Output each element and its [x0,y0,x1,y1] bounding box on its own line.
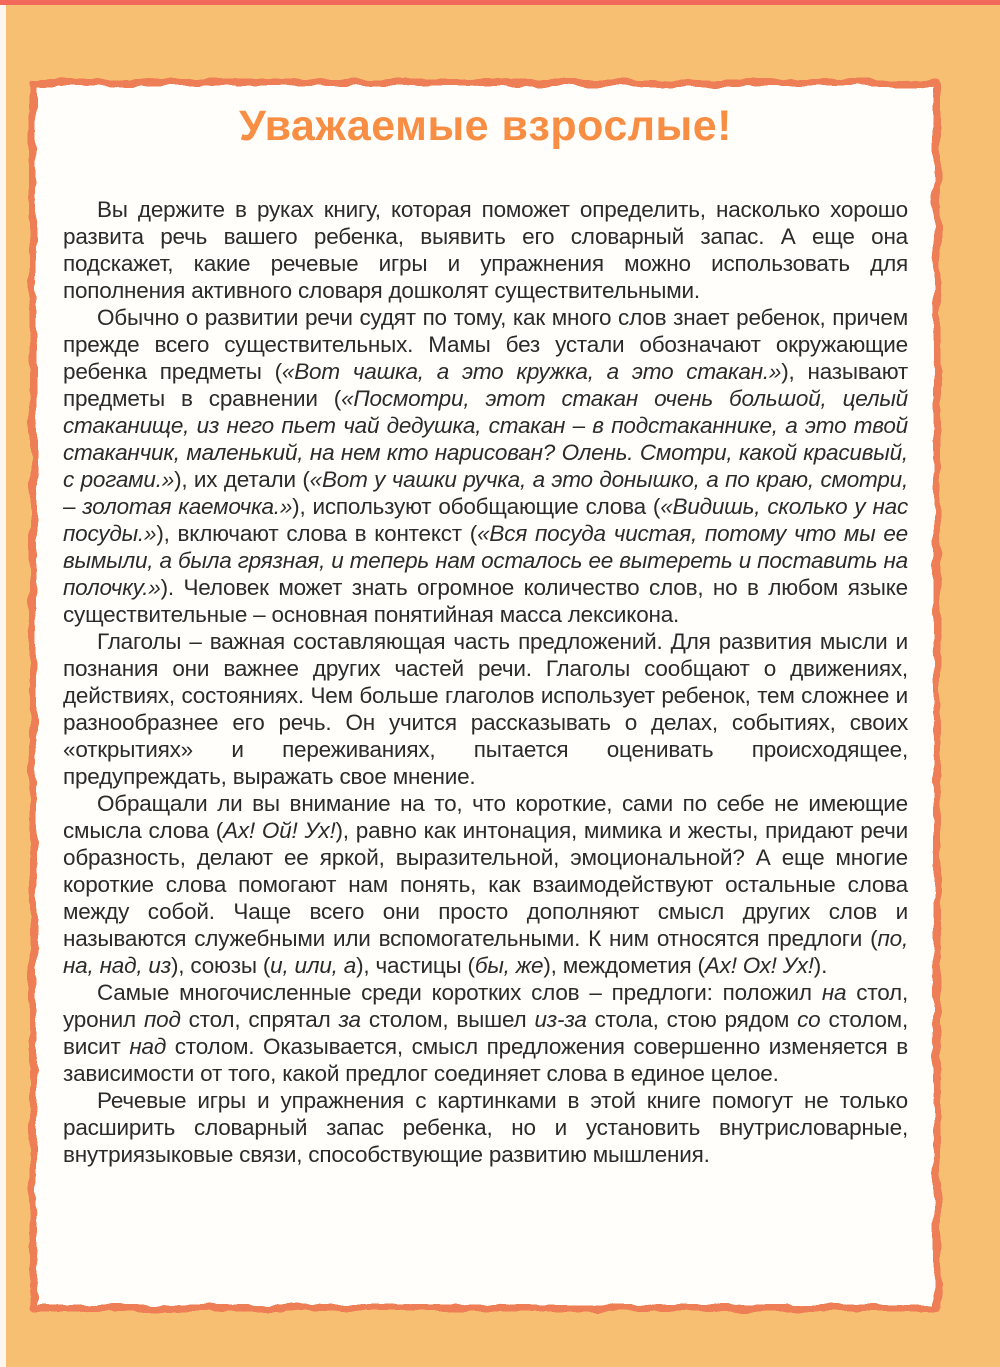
italic-quote: Ах! Ох! Ух! [704,953,814,978]
italic-quote: по, на, над, из [63,926,908,978]
text-segment: Речевые игры и упражнения с картинками в этой книге помогут не только расширить словарный запас ребенка, но и установить внутрисловарные, внутриязыковые связи, способствующие развитию мышления. [63,1088,908,1167]
page-left-edge [0,5,6,1367]
italic-quote: «Вся посуда чистая, потому что мы ее вымыли, а была грязная, и теперь нам осталось ее вытереть и поставить на полочку.» [63,521,908,600]
paragraph [63,979,908,1087]
italic-quote: над [129,1034,167,1059]
text-segment: ). [813,953,828,978]
text-segment: ), включают слова в контекст ( [156,521,478,546]
text-segment: ), междометия ( [543,953,705,978]
text-segment: Вы держите в руках книгу, которая поможет определить, насколько хорошо развита речь вашего ребенка, выявить его словарный запас. А еще она подскажет, какие речевые игры и упражнения можно использовать для пополнения активного словаря дошколят существительными. [63,197,908,303]
text-segment: стол, уронил [63,980,908,1032]
italic-quote: «Вот у чашки ручка, а это донышко, а по краю, смотри, – золотая каемочка.» [63,467,908,519]
italic-quote: «Посмотри, этот стакан очень большой, целый стаканище, из него пьет чай дедушка, стакан – в подстаканнике, а это твой стаканчик, маленький, на нем кто нарисован? Олень. Смотри, какой красивый, с рогами.» [63,386,908,492]
italic-quote: Ах! Ой! Ух! [223,818,336,843]
page-content [63,100,908,1168]
page-top-edge [0,0,1000,5]
text-segment: столом, висит [63,1007,908,1059]
body-paragraphs [63,196,908,1168]
text-segment: столом. Оказывается, смысл предложения совершенно изменяется в зависимости от того, какой предлог соединяет слова в единое целое. [63,1034,908,1086]
italic-quote: бы, же [474,953,544,978]
text-segment: ), равно как интонация, мимика и жесты, придают речи образность, делают ее яркой, выразительной, эмоциональной? А еще многие короткие слова помогают нам понять, как взаимодействуют остальные слова между собой. Чаще всего они просто дополняют смысл других слов и называются служебными или вспомогательными. К ним относятся предлоги ( [63,818,908,951]
italic-quote: «Видишь, сколько у нас посуды.» [63,494,908,546]
text-segment: Глаголы – важная составляющая часть предложений. Для развития мысли и познания они важнее других частей речи. Глаголы сообщают о движениях, действиях, состояниях. Чем больше глаголов использует ребенок, тем сложнее и разнообразнее его речь. Он учится рассказывать о делах, событиях, своих «открытиях» и переживаниях, пытается оценивать происходящее, предупреждать, выражать свое мнение. [63,629,908,789]
italic-quote: «Вот чашка, а это кружка, а это стакан.» [281,359,782,384]
italic-quote: на [821,980,847,1005]
text-segment: Обращали ли вы внимание на то, что короткие, сами по себе не имеющие смысла слова ( [63,791,908,843]
italic-quote: со [797,1007,821,1032]
paragraph [63,628,908,790]
text-segment: ), их детали ( [174,467,310,492]
italic-quote: из-за [534,1007,587,1032]
italic-quote: и, или, а [270,953,357,978]
text-segment: столом, вышел [360,1007,535,1032]
page-title: Уважаемые взрослые! [238,102,733,150]
text-segment: ), частицы ( [356,953,475,978]
text-segment: ). Человек может знать огромное количество слов, но в любом языке существительные – основная понятийная масса лексикона. [63,575,908,627]
text-segment: Обычно о развитии речи судят по тому, как много слов знает ребенок, причем прежде всего существительных. Мамы без устали обозначают окружающие ребенка предметы ( [63,305,908,384]
text-segment: стол, спрятал [180,1007,339,1032]
italic-quote: под [143,1007,181,1032]
paragraph [63,196,908,304]
text-segment: ), называют предметы в сравнении ( [63,359,908,411]
italic-quote: за [338,1007,361,1032]
text-segment: стола, стою рядом [586,1007,798,1032]
paragraph [63,304,908,628]
text-segment: ), союзы ( [171,953,271,978]
paragraph [63,790,908,979]
text-segment: ), используют обобщающие слова ( [292,494,661,519]
text-segment: Самые многочисленные среди коротких слов – предлоги: положил [97,980,822,1005]
paragraph [63,1087,908,1168]
